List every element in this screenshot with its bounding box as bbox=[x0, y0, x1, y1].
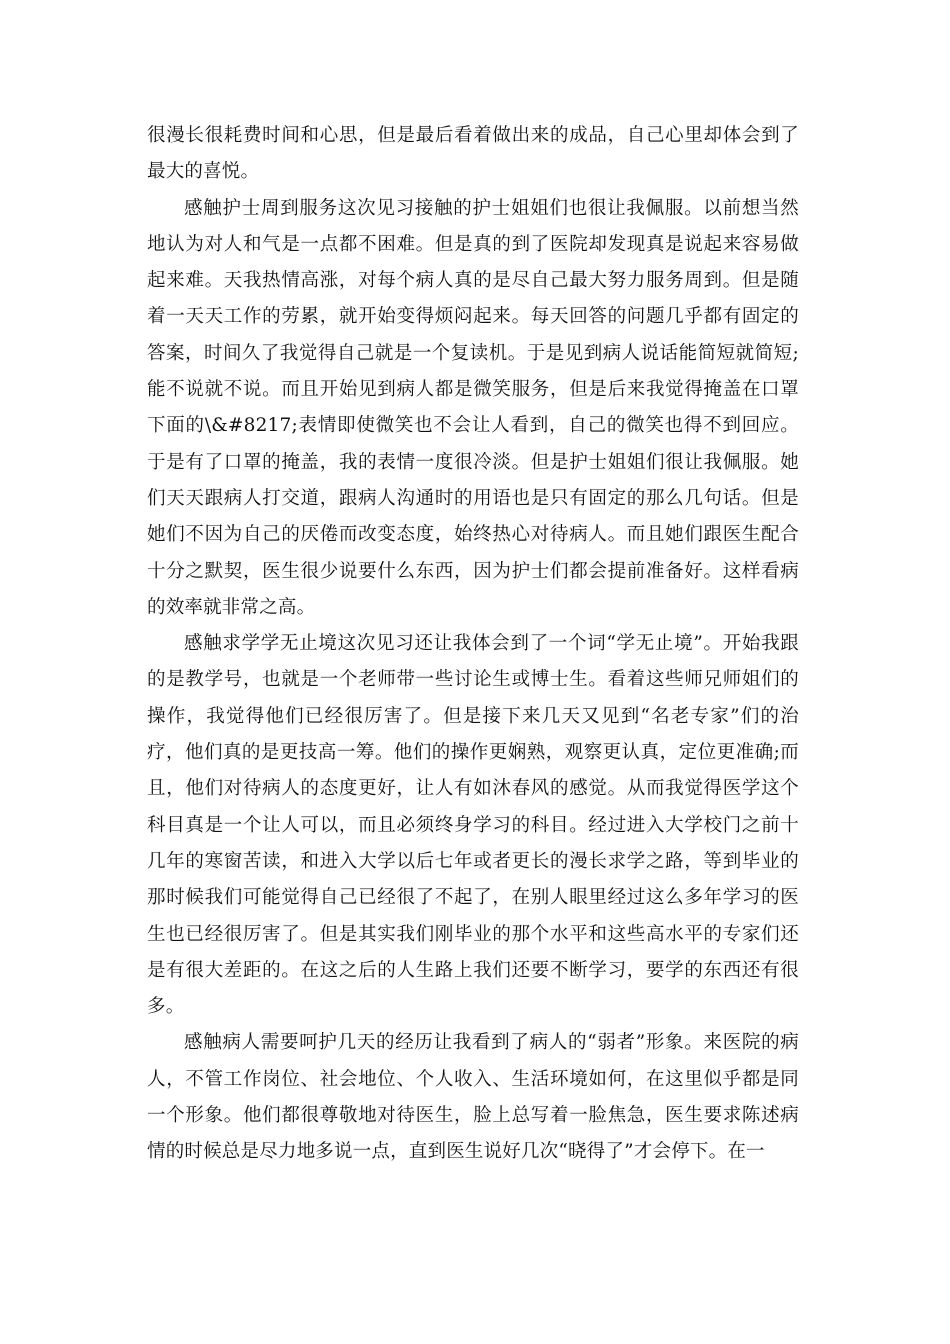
paragraph-nurse-service: 感触护士周到服务这次见习接触的护士姐姐们也很让我佩服。以前想当然地认为对人和气是一点都不困难。但是真的到了医院却发现真是说起来容易做起来难。天我热情高涨，对每个病人真的是尽自己最大努力服务周到。但是随着一天天工作的劳累，就开始变得烦闷起来。每天回答的问题几乎都有固定的答案，时间久了我觉得自己就是一个复读机。于是见到病人说话能简短就简短;能不说就不说。而且开始见到病人都是微笑服务，但是后来我觉得掩盖在口罩下面的\&#8217;表情即使微笑也不会让人看到，自己的微笑也得不到回应。于是有了口罩的掩盖，我的表情一度很冷淡。但是护士姐姐们很让我佩服。她们天天跟病人打交道，跟病人沟通时的用语也是只有固定的那么几句话。但是她们不因为自己的厌倦而改变态度，始终热心对待病人。而且她们跟医生配合十分之默契，医生很少说要什么东西，因为护士们都会提前准备好。这样看病的效率就非常之高。 bbox=[147, 197, 799, 618]
paragraph-endless-learning: 感触求学学无止境这次见习还让我体会到了一个词“学无止境”。开始我跟的是教学号，也就是一个老师带一些讨论生或博士生。看着这些师兄师姐们的操作，我觉得他们已经很厉害了。但是接下来几天又见到“名老专家”们的治疗，他们真的是更技高一筹。他们的操作更娴熟，观察更认真，定位更准确;而且，他们对待病人的态度更好，让人有如沐春风的感觉。从而我觉得医学这个科目真是一个让人可以，而且必须终身学习的科目。经过进入大学校门之前十几年的寒窗苦读，和进入大学以后七年或者更长的漫长求学之路，等到毕业的那时候我们可能觉得自己已经很了不起了，在别人眼里经过这么多年学习的医生也已经很厉害了。但是其实我们刚毕业的那个水平和这些高水平的专家们还是有很大差距的。在这之后的人生路上我们还要不断学习，要学的东西还有很多。 bbox=[147, 633, 799, 1018]
paragraph-continuation: 很漫长很耗费时间和心思，但是最后看着做出来的成品，自己心里却体会到了最大的喜悦。 bbox=[147, 125, 799, 183]
body-text bbox=[147, 118, 799, 1171]
paragraph-patient-care: 感触病人需要呵护几天的经历让我看到了病人的“弱者”形象。来医院的病人，不管工作岗位、社会地位、个人收入、生活环境如何，在这里似乎都是同一个形象。他们都很尊敬地对待医生，脸上总写着一脸焦急，医生要求陈述病情的时候总是尽力地多说一点，直到医生说好几次“晓得了”才会停下。在一 bbox=[147, 1032, 799, 1163]
